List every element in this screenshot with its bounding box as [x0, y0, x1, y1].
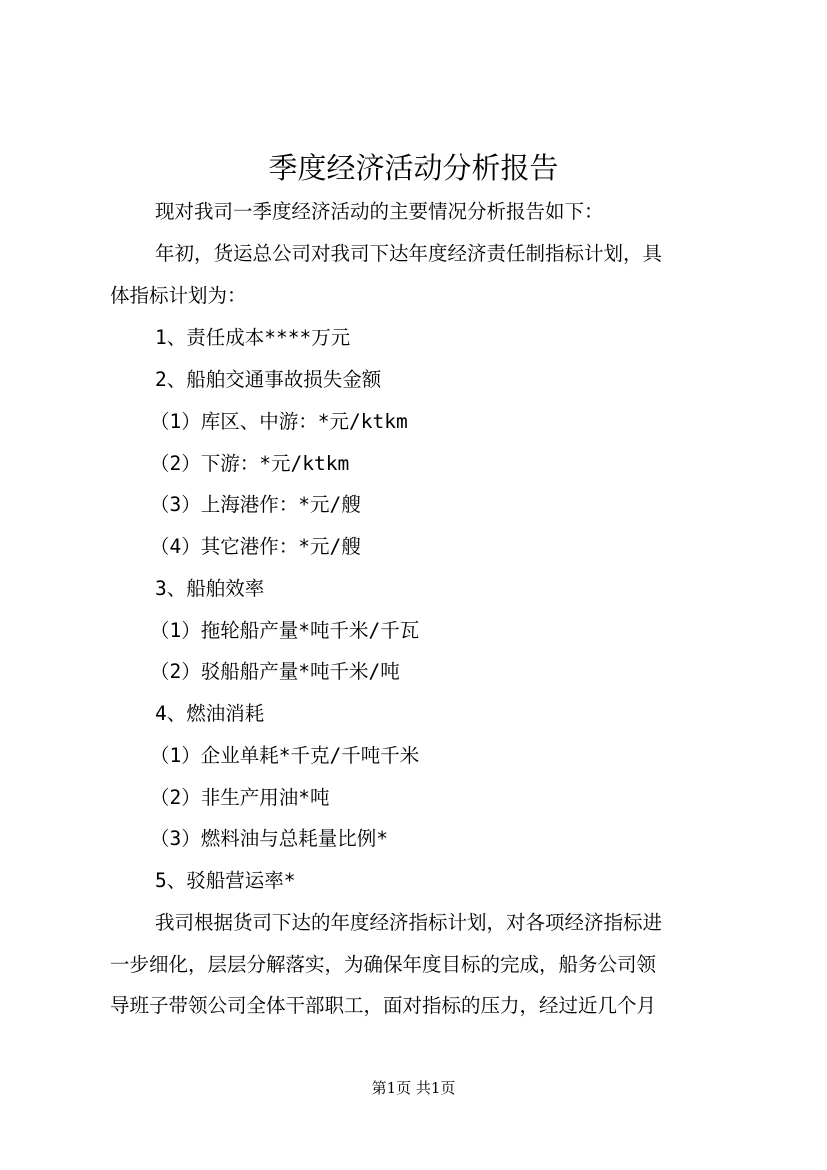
list-subitem: （1）企业单耗*千克/千吨千米: [150, 744, 420, 767]
paragraph-text: 导班子带领公司全体干部职工，面对指标的压力，经过近几个月: [110, 994, 657, 1017]
paragraph-intro: 现对我司一季度经济活动的主要情况分析报告如下：: [155, 200, 604, 223]
paragraph-text: 年初，货运总公司对我司下达年度经济责任制指标计划，具: [155, 242, 663, 265]
list-item: 5、驳船营运率*: [155, 869, 296, 892]
page-number-footer: 第1页 共1页: [371, 1079, 456, 1097]
list-item: 3、船舶效率: [155, 577, 265, 600]
list-subitem: （4）其它港作：*元/艘: [150, 535, 361, 558]
list-item: 2、船舶交通事故损失金额: [155, 368, 382, 391]
paragraph-text: 体指标计划为：: [110, 284, 247, 307]
list-item: 4、燃油消耗: [155, 702, 265, 725]
list-subitem: （2）驳船船产量*吨千米/吨: [150, 660, 400, 683]
list-subitem: （2）非生产用油*吨: [150, 786, 330, 809]
document-title: 季度经济活动分析报告: [268, 151, 559, 185]
list-subitem: （2）下游：*元/ktkm: [150, 452, 350, 475]
list-item: 1、责任成本****万元: [155, 326, 351, 349]
list-subitem: （3）燃料油与总耗量比例*: [150, 827, 388, 850]
list-subitem: （3）上海港作：*元/艘: [150, 493, 361, 516]
paragraph-text: 我司根据货司下达的年度经济指标计划，对各项经济指标进: [155, 911, 663, 934]
list-subitem: （1）拖轮船产量*吨千米/千瓦: [150, 619, 420, 642]
list-subitem: （1）库区、中游：*元/ktkm: [150, 410, 408, 433]
paragraph-text: 一步细化，层层分解落实，为确保年度目标的完成，船务公司领: [110, 953, 657, 976]
